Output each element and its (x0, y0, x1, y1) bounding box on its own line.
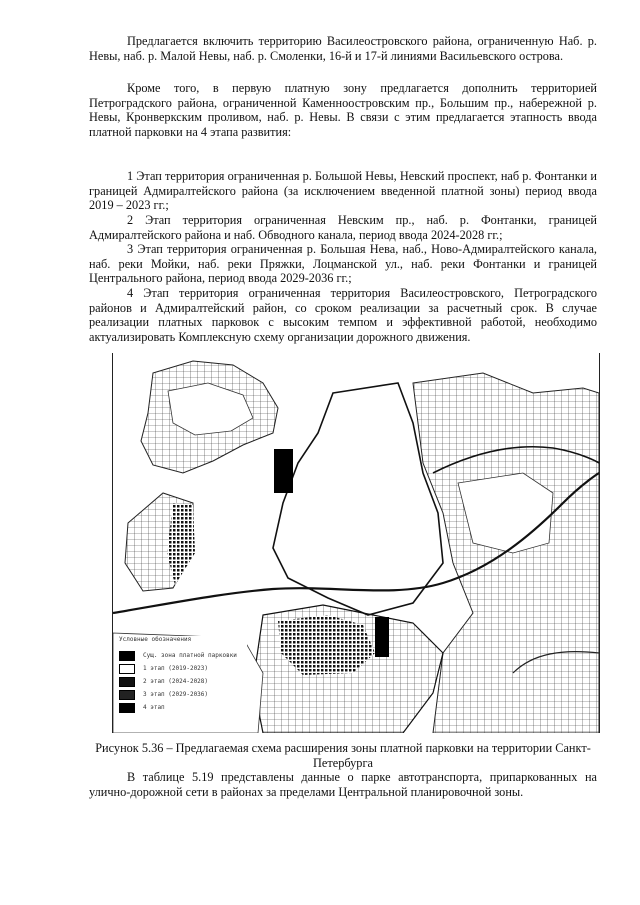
legend-label-existing: Сущ. зона платной парковки (143, 652, 237, 659)
map-east-park (458, 473, 553, 553)
figure-caption: Рисунок 5.36 – Предлагаемая схема расширения зоны платной парковки на территории Санкт-Петербурга (95, 741, 591, 770)
legend-label-stage-2: 2 этап (2024-2028) (143, 678, 209, 685)
paragraph-4: 2 Этап территория ограниченная Невским пр., наб. р. Фонтанки, границей Адмиралтейского района и наб. Обводного канала, период ввода 2024-2028 гг.; (89, 213, 597, 242)
legend-swatch-existing (119, 651, 135, 661)
legend-swatch-stage-4 (119, 703, 135, 713)
closing-paragraph: В таблице 5.19 представлены данные о парке автотранспорта, припаркованных на улично-дорожной сети в районах за пределами Центральной планировочной зоны. (89, 770, 597, 799)
map-existing-paid-zone-center (375, 617, 389, 657)
paragraph-5: 3 Этап территория ограниченная р. Большая Нева, наб., Ново-Адмиралтейского канала, наб. реки Мойки, наб. реки Пряжки, Лоцманской ул., наб. реки Фонтанки и границей Центрального района, период ввода 2029-2036 гг.; (89, 242, 597, 286)
legend-label-stage-4: 4 этап (143, 704, 165, 711)
legend-item (119, 649, 247, 662)
legend-title: Условные обозначения (119, 636, 192, 643)
city-map-figure (112, 353, 600, 733)
paragraph-2: Кроме того, в первую платную зону предлагается дополнить территорией Петроградского района, ограниченной Каменноостровским пр., Большим пр., набережной р. Невы, Кронверкским проливом, наб. р. Невы. В связи с этим предлагается этапность ввода платной парковки на 4 этапа развития: (89, 81, 597, 139)
legend-item (119, 662, 247, 675)
legend-label-stage-1: 1 этап (2019-2023) (143, 665, 209, 672)
legend-item (119, 701, 247, 714)
paragraph-1: Предлагается включить территорию Василеостровского района, ограниченную Наб. р. Невы, наб. р. Малой Невы, наб. р. Смоленки, 16-й и 17-й линиями Васильевского острова. (89, 34, 597, 63)
paragraph-3: 1 Этап территория ограниченная р. Большой Невы, Невский проспект, наб р. Фонтанки и границей Адмиралтейского района (за исключением введенной платной зоны) период ввода 2019 – 2023 гг.; (89, 169, 597, 213)
legend-item (119, 675, 247, 688)
map-existing-paid-zone-north (274, 449, 293, 493)
legend-item (119, 688, 247, 701)
paragraph-6: 4 Этап территория ограниченная территория Василеостровского, Петроградского районов и Адмиралтейский район, со сроком реализации за расчетный срок. В случае реализации платных парковок с высоким темпом и эффективной работой, необходимо актуализировать Комплексную схему организации дорожного движения. (89, 286, 597, 344)
legend-swatch-stage-1 (119, 664, 135, 674)
legend-swatch-stage-3 (119, 690, 135, 700)
legend-swatch-stage-2 (119, 677, 135, 687)
map-legend (119, 636, 247, 714)
legend-label-stage-3: 3 этап (2029-2036) (143, 691, 209, 698)
